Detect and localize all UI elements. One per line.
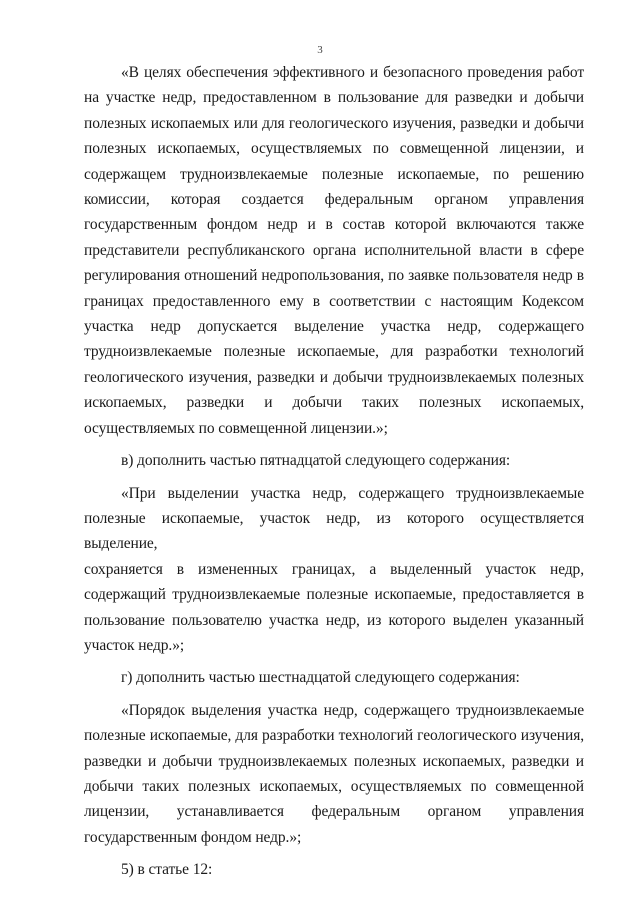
page-number: 3 [317, 44, 323, 56]
text-line: полезные ископаемые, участок недр, из которого осуществляется выделение, [84, 509, 584, 553]
text-line: комиссии, которая создается федеральным органом управления [84, 191, 584, 209]
text-line: полезные ископаемые, для разработки технологий геологического изучения, [84, 727, 584, 745]
text-line: содержащий трудноизвлекаемые полезные ископаемые, предоставляется в [84, 586, 584, 604]
list-item-v [84, 448, 584, 473]
text-line: границах предоставленного ему в соответствии с настоящим Кодексом [84, 292, 584, 310]
text-line: осуществляемых по совмещенной лицензии.»; [84, 419, 388, 437]
text-line: «При выделении участка недр, содержащего трудноизвлекаемые [121, 484, 584, 502]
quote-paragraph-2 [84, 481, 584, 659]
text-line: «Порядок выделения участка недр, содержащего трудноизвлекаемые [121, 701, 584, 719]
text-line: полезных ископаемых или для геологического изучения, разведки и добычи [84, 114, 584, 132]
text-line: разведки и добычи трудноизвлекаемых полезных ископаемых, разведки и [84, 752, 584, 770]
text-line: представители республиканского органа исполнительной власти в сфере [84, 241, 584, 259]
text-line: в) дополнить частью пятнадцатой следующего содержания: [121, 452, 511, 470]
text-line: государственным фондом недр.»; [84, 828, 302, 846]
document-body [84, 60, 584, 883]
quote-paragraph-1 [84, 60, 584, 441]
text-line: содержащем трудноизвлекаемые полезные ископаемые, по решению [84, 165, 584, 183]
text-line: полезных ископаемых, осуществляемых по совмещенной лицензии, и [84, 140, 584, 158]
text-line: геологического изучения, разведки и добычи трудноизвлекаемых полезных [84, 368, 584, 386]
text-line: «В целях обеспечения эффективного и безопасного проведения работ [121, 64, 584, 81]
text-line: государственным фондом недр и в состав которой включаются также [84, 216, 584, 234]
list-item-g [84, 665, 584, 690]
text-line: регулирования отношений недропользования, по заявке пользователя недр в [84, 267, 584, 285]
text-line: г) дополнить частью шестнадцатой следующего содержания: [121, 669, 520, 687]
text-line: сохраняется в измененных границах, а выделенный участок недр, [84, 560, 584, 578]
text-line: участок недр.»; [84, 636, 185, 654]
text-line: трудноизвлекаемые полезные ископаемые, для разработки технологий [84, 343, 584, 361]
text-line: участка недр допускается выделение участка недр, содержащего [84, 318, 584, 336]
text-line: 5) в статье 12: [121, 861, 213, 879]
text-line: ископаемых, разведки и добычи таких полезных ископаемых, [84, 394, 584, 412]
list-item-5 [84, 857, 584, 882]
text-line: пользование пользователю участка недр, из которого выделен указанный [84, 611, 584, 629]
text-line: лицензии, устанавливается федеральным органом управления [84, 803, 584, 821]
text-line: на участке недр, предоставленном в пользование для разведки и добычи [84, 89, 584, 107]
text-line: добычи таких полезных ископаемых, осуществляемых по совмещенной [84, 777, 584, 795]
quote-paragraph-3 [84, 698, 584, 850]
